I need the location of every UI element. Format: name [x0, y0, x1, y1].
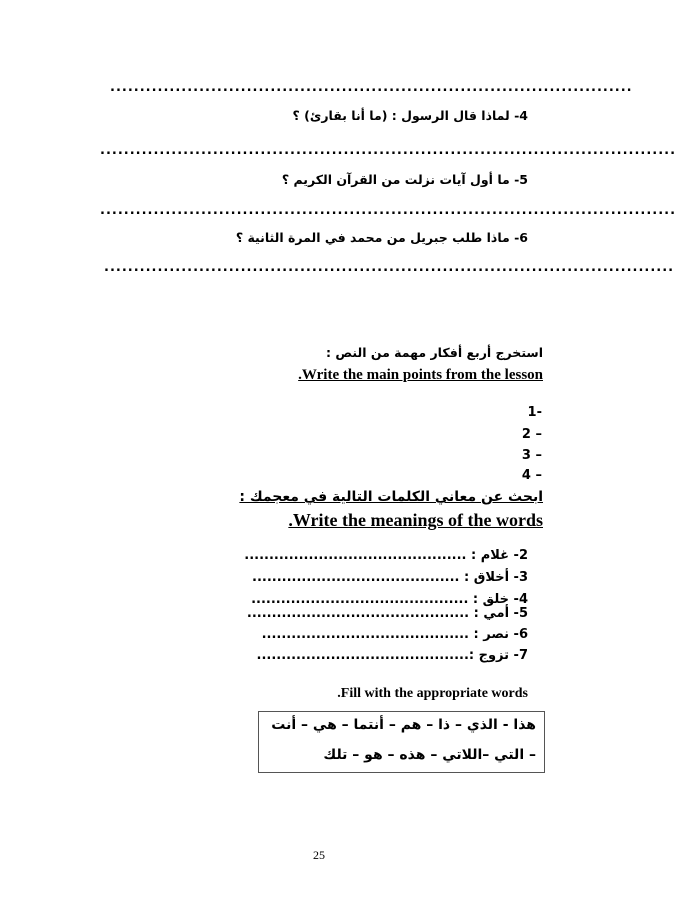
point-1: 1-	[527, 405, 542, 420]
word-item: 5- أمي : .............................................	[246, 606, 528, 621]
answer-line-q6: ................................................................................................	[104, 260, 675, 275]
meanings-heading-en: .Write the meanings of the words	[288, 510, 543, 530]
main-points-heading-ar: استخرج أربع أفكار مهمة من النص :	[326, 345, 543, 360]
point-2: 2 –	[521, 427, 542, 442]
point-4: 4 –	[521, 468, 542, 483]
word-bank-row-1: هذا - الذي – ذا – هم – أنتما – هي – أنت	[271, 717, 536, 733]
word-item: 7- تزوج :...........................................	[256, 648, 528, 663]
question-6: 6- ماذا طلب جبريل من محمد في المرة الثانية ؟	[235, 230, 528, 245]
answer-line-q5: .................................................................................................	[100, 203, 676, 218]
word-item: 3- أخلاق : ..........................................	[252, 570, 528, 585]
word-item: 4- خلق : ............................................	[251, 592, 528, 607]
point-3: 3 –	[521, 448, 542, 463]
answer-line-top: ........................................................................................	[110, 80, 633, 95]
word-item: 6- نصر : ..........................................	[261, 627, 528, 642]
page-number: 25	[313, 848, 325, 862]
fill-heading-en: .Fill with the appropriate words	[337, 686, 528, 701]
main-points-heading-en: .Write the main points from the lesson	[298, 367, 543, 383]
answer-line-q4: .................................................................................................	[100, 143, 676, 158]
word-bank-box	[258, 711, 545, 773]
meanings-heading-ar: ابحث عن معاني الكلمات التالية في معجمك :	[239, 489, 543, 505]
question-4: 4- لماذا قال الرسول : (ما أنا بقارئ) ؟	[292, 108, 528, 123]
word-item: 2- غلام : .............................................	[244, 548, 528, 563]
question-5: 5- ما أول آيات نزلت من القرآن الكريم ؟	[281, 172, 528, 187]
word-bank-row-2: – التي –اللاتي – هذه – هو – تلك	[323, 747, 536, 763]
